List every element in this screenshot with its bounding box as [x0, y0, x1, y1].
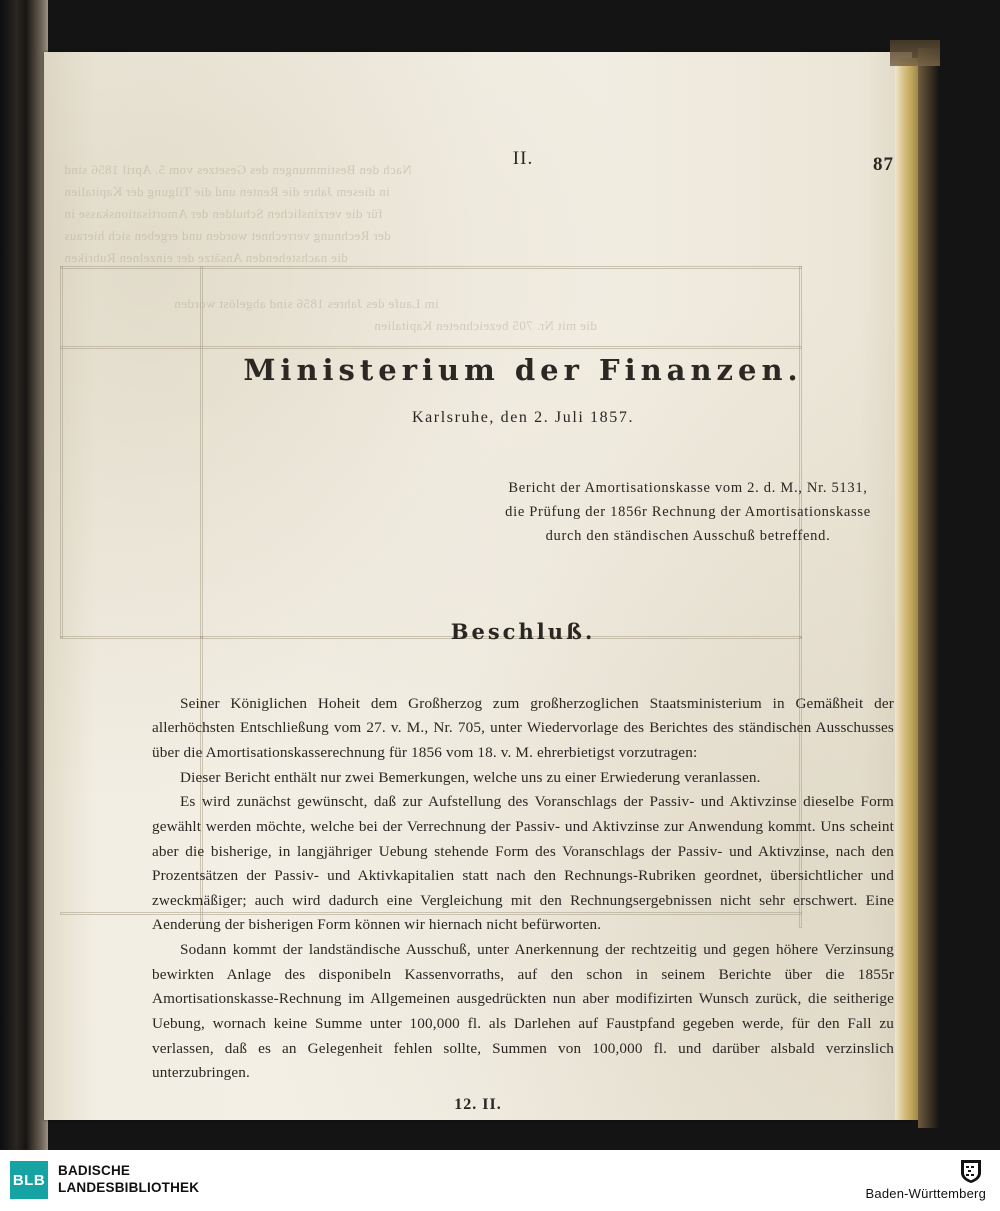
library-name-line2: LANDESBIBLIOTHEK	[58, 1179, 200, 1195]
subject-line: die Prüfung der 1856r Rechnung der Amortisationskasse	[505, 503, 871, 520]
paragraph: Seiner Königlichen Hoheit dem Großherzog zum großherzoglichen Staatsministerium in Gemäßheit der allerhöchsten Entschließung vom 27. v. M., Nr. 705, unter Wiedervorlage des Berichtes des ständischen Ausschusses über die Amortisationskasserechnung für 1856 vom 18. v. M. ehrerbietigst vorzutragen:	[152, 694, 894, 762]
document-title: Ministerium der Finanzen.	[243, 353, 803, 387]
show-through-line: im Laufe des Jahres 1856 sind abgelöst worden	[174, 296, 439, 311]
blb-logo-icon: BLB	[10, 1161, 48, 1199]
book-cover-corner	[890, 40, 940, 66]
baden-wuerttemberg-crest-icon	[958, 1158, 984, 1184]
decision-heading: Beschluß.	[450, 618, 596, 644]
subject-line: Bericht der Amortisationskasse vom 2. d. M., Nr. 5131,	[508, 480, 868, 496]
running-head	[152, 148, 894, 188]
page-content	[152, 148, 894, 1114]
paragraph: Dieser Bericht enthält nur zwei Bemerkungen, welche uns zu einer Erwiederung veranlassen.	[180, 768, 761, 786]
state-branding	[866, 1158, 986, 1201]
signature-line: 12. II.	[454, 1095, 502, 1113]
library-name-line1: BADISCHE	[58, 1163, 131, 1178]
viewer-footer-bar	[0, 1150, 1000, 1211]
show-through-line: der Rechnung verrechnet worden und ergeben sich hieraus	[64, 228, 391, 243]
subject-line: durch den ständischen Ausschuß betreffend.	[545, 527, 831, 544]
show-through-line: die mit Nr. 705 bezeichneten Kapitalien	[374, 318, 597, 333]
show-through-rule	[60, 266, 63, 638]
library-name	[58, 1163, 199, 1197]
state-name: Baden-Württemberg	[865, 1186, 986, 1201]
place-and-date: Karlsruhe, den 2. Juli 1857.	[411, 409, 635, 426]
book-cover-edge	[918, 48, 938, 1128]
page-number: 87	[873, 154, 894, 175]
paragraph: Sodann kommt der landständische Ausschuß, unter Anerkennung der rechtzeitig und gegen höhere Verzinsung bewirkten Anlage des disponibeln Kassenvorraths, auf den schon in seinem Berichte über die 1855r Amortisationskasse-Rechnung im Allgemeinen ausgedrückten nun aber modifizirten Wunsch zurück, die seitherige Uebung, wornach keine Summe unter 100,000 fl. als Darlehen auf Faustpfand gegeben werde, für den Fall zu verlassen, daß es an Gelegenheit fehlen sollte, Summen von 100,000 fl. und darüber alsbald verzinslich unterzubringen.	[152, 941, 894, 1082]
subject-block	[482, 477, 894, 549]
show-through-line: die nachstehenden Ansätze der einzelnen Rubriken	[64, 250, 348, 265]
body-text	[152, 692, 894, 1086]
show-through-line: für die verzinslichen Schulden der Amortisationskasse in	[64, 206, 383, 221]
section-mark: II.	[512, 148, 534, 169]
show-through-line: in diesem Jahre die Renten und die Tilgung der Kapitalien	[64, 184, 390, 199]
page-paper	[44, 52, 912, 1120]
show-through-line: Nach den Bestimmungen des Gesetzes vom 5. April 1856 sind	[64, 162, 412, 177]
paragraph: Es wird zunächst gewünscht, daß zur Aufstellung des Voranschlags der Passiv- und Aktivzinse dieselbe Form gewählt werden möchte, welche bei der Verrechnung der Passiv- und Aktivzinse zur Anwendung kommt. Uns scheint aber die bisherige, in langjähriger Uebung stehende Form des Voranschlags der Passiv- und Aktivzinse, nach den Prozentsätzen der Passiv- und Aktivkapitalien statt nach den Rechnungs-Rubriken geordnet, übersichtlicher und zweckmäßiger; auch wird dadurch eine Vergleichung mit den Rechnungsergebnissen nicht sehr erschwert. Eine Aenderung der bisherigen Form können wir hiernach nicht befürworten.	[152, 793, 894, 934]
